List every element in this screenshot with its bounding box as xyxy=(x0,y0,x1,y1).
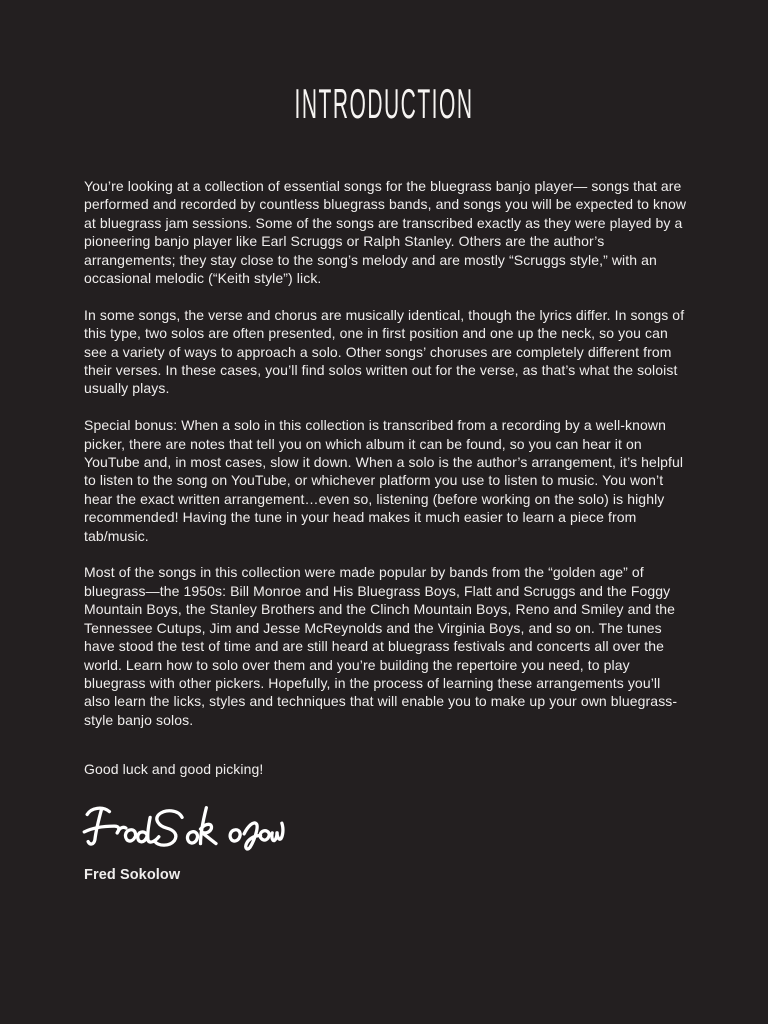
introduction-text xyxy=(84,177,690,884)
intro-paragraph-3: Special bonus: When a solo in this collection is transcribed from a recording by a well-known picker, there are notes that tell you on which album it can be found, so you can hear it on YouTube and, in most cases, slow it down. When a solo is the author’s arrangement, it’s helpful to listen to the song on YouTube, or whichever platform you use to listen to music. You won’t hear the exact written arrangement…even so, listening (before working on the solo) is highly recommended! Having the tune in your head makes it much easier to learn a piece from tab/music. xyxy=(84,417,684,544)
closing-line: Good luck and good picking! xyxy=(84,761,264,778)
author-name: Fred Sokolow xyxy=(84,866,181,883)
intro-paragraph-4: Most of the songs in this collection were made popular by bands from the “golden age” of bluegrass—the 1950s: Bill Monroe and His Bluegrass Boys, Flatt and Scruggs and the Foggy Mountain Boys, the Stanley Brothers and the Clinch Mountain Boys, Reno and Smiley and the Tennessee Cutups, Jim and Jesse McReynolds and the Virginia Boys, and so on. The tunes have stood the test of time and are still heard at bluegrass festivals and concerts all over the world. Learn how to solo over them and you’re building the repertoire you need, to play bluegrass with other pickers. Hopefully, in the process of learning these arrangements you’ll also learn the licks, styles and techniques that will enable you to make up your own bluegrass-style banjo solos. xyxy=(84,564,678,728)
fred-sokolow-signature xyxy=(82,799,690,861)
intro-paragraph-2: In some songs, the verse and chorus are musically identical, though the lyrics differ. In songs of this type, two solos are often presented, one in first position and one up the neck, so you can see a variety of ways to approach a solo. Other songs’ choruses are completely different from their verses. In these cases, you’ll find solos written out for the verse, as that’s what the soloist usually plays. xyxy=(84,306,685,397)
page-title: INTRODUCTION xyxy=(294,80,474,127)
signature-image xyxy=(82,799,288,861)
intro-paragraph-1: You’re looking at a collection of essential songs for the bluegrass banjo player— songs that are performed and recorded by countless bluegrass bands, and songs you will be expected to know at bluegrass jam sessions. Some of the songs are transcribed exactly as they were played by a pioneering banjo player like Earl Scruggs or Ralph Stanley. Others are the author’s arrangements; they stay close to the song’s melody and are mostly “Scruggs style,” with an occasional melodic (“Keith style”) lick. xyxy=(84,178,687,287)
